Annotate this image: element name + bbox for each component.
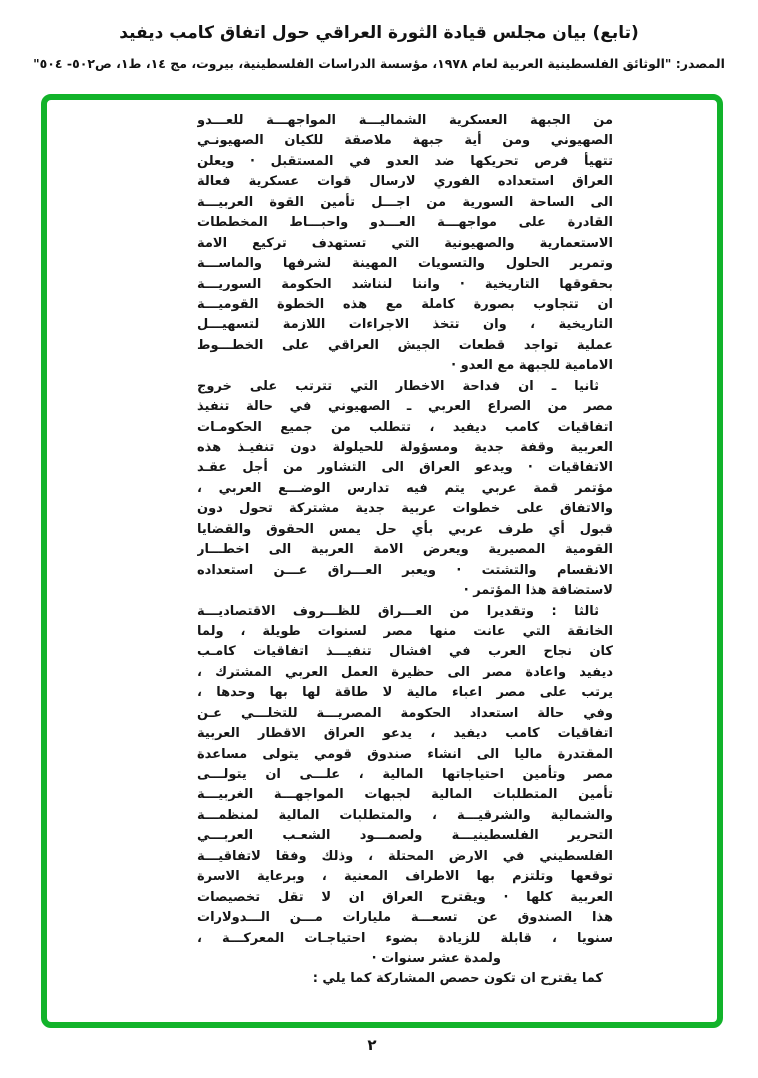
text-line: بحقوقها التاريخية · واننا لنناشد الحكومة السوريـــة (197, 276, 613, 292)
text-line: وفي حالة استعداد الحكومة المصريـــة للتخلـــي عـن (197, 705, 613, 721)
text-line: تتهيأ فرص تحريكها ضد العدو في المستقبل · ويعلن (197, 153, 613, 169)
text-line: الاستعمارية والصهيونية التي تستهدف تركيع الامة (197, 235, 613, 251)
text-line: ديفيد واعادة مصر الى حظيرة العمل العربي المشترك ، (197, 664, 613, 680)
text-line: عملية تواجد قطعات الجيش العراقي على الخطـــوط (197, 337, 613, 353)
text-line: توقعها وتلتزم بها الاطراف المعنية ، وبرعاية الاسرة (197, 869, 613, 885)
text-line: سنويا ، قابلة للزيادة بضوء احتياجـات المعركـــة ، (197, 930, 613, 946)
text-line: القومية المصيرية ويعرض الامة العربية الى اخطـــار (197, 542, 613, 558)
text-line: وتمرير الحلول والتسويات المهينة لشرفها والماســـة (197, 256, 613, 272)
text-line: الامامية للجبهة مع العدو · (451, 358, 613, 374)
text-line: الخانقة التي عانت منها مصر لسنوات طويلة ، ولما (197, 623, 613, 639)
paragraph (197, 969, 613, 989)
text-line: ثانيا ـ ان فداحة الاخطار التي تترتب على خروج (197, 378, 599, 394)
text-line: كان نجاح العرب في افشال تنفيـــذ اتفاقيات كامـب (197, 644, 613, 660)
text-line: كما يقترح ان تكون حصص المشاركة كما يلي : (312, 971, 603, 987)
text-line: العربية وقفة جدية ومسؤولة للحيلولة دون تنفيـذ هذه (197, 440, 613, 455)
text-line: ثالثا : وتقديرا من العـــراق للظـــروف الاقتصاديـــة (197, 603, 599, 619)
text-line: اتفاقيات كامب ديفيد ، تتطلب من جميع الحكومـات (197, 419, 613, 435)
text-line: تأمين المتطلبات المالية لجبهات المواجهـــة الغربيـــة (197, 787, 613, 803)
page-title: (تابع) بيان مجلس قيادة الثورة العراقي حول اتفاق كامب ديفيد (119, 23, 639, 43)
text-line: المقتدرة ماليا الى انشاء صندوق قومي يتولى مساعدة (197, 746, 613, 762)
text-line: من الجبهة العسكرية الشماليـــة المواجهـــة للعـــدو (197, 113, 613, 128)
paragraph (197, 111, 613, 377)
text-line: التاريخية ، وان تتخذ الاجراءات اللازمة لتسهيـــل (197, 317, 613, 333)
text-line: العربية كلها · ويقترح العراق ان لا تقل تخصيصات (197, 889, 613, 905)
text-line: لاستضافة هذا المؤتمر · (463, 583, 613, 599)
text-line: مصر وتأمين احتياجاتها المالية ، علـــى ان يتولـــى (197, 767, 613, 782)
text-line: ولمدة عشر سنوات · (371, 950, 501, 966)
text-line: الى الساحة السورية من اجـــل تأمين القوة العربيـــة (197, 194, 613, 210)
text-line: والشمالية والشرقيـــة ، والمتطلبات المالية لمنظمـــة (197, 807, 613, 823)
paragraph (197, 377, 613, 602)
text-line: ان تتجاوب بصورة كاملة مع هذه الخطوة القوميـــة (197, 296, 613, 312)
text-line: والاتفاق على خطوات عربية جدية مشتركة تحول دون (197, 501, 613, 517)
text-line: مؤتمر قمة عربي يتم فيه تدارس الوضـــع العربي ، (197, 480, 613, 496)
text-line: الصهيوني ومن أية جبهة ملاصقة للكيان الصهيونـي (197, 133, 613, 149)
text-line: الفلسطيني في الارض المحتلة ، وذلك وفقا لاتفاقيـــة (197, 848, 613, 864)
text-line: الاتفاقيات · ويدعو العراق الى التشاور من أجل عقـد (197, 460, 613, 476)
text-line: قبول أي طرف عربي بأي حل يمس الحقوق والقضايا (197, 521, 613, 537)
text-line: العراق استعداده الفوري لارسال قوات عسكرية فعالة (197, 174, 613, 190)
text-line: اتفاقيات كامب ديفيد ، يدعو العراق الاقطار العربية (197, 726, 613, 742)
source-line: المصدر: "الوثائق الفلسطينية العربية لعام ١٩٧٨، مؤسسة الدراسات الفلسطينية، بيروت، مج ١٤، ط١، ص٥٠٢- ٥٠٤" (33, 56, 725, 71)
document-body (197, 111, 613, 990)
text-line: التحرير الفلسطينيـــة ولصمـــود الشعـب العربـــي (197, 828, 613, 844)
text-line: الانقسام والتشتت · ويعبر العـــراق عـــن استعداده (197, 562, 613, 578)
text-line: مصر من الصراع العربي ـ الصهيوني في حالة تنفيذ (197, 399, 613, 415)
paragraph (197, 602, 613, 970)
text-line: القادرة على مواجهـــة العـــدو واحبـــاط المخططات (197, 215, 613, 231)
text-line: هذا الصندوق عن تسعـــة مليارات مـــن الـــدولارات (197, 910, 613, 926)
page-number: ٢ (367, 1036, 377, 1054)
text-line: يرتب على مصر اعباء مالية لا طاقة لها بها وحدها ، (197, 685, 613, 701)
